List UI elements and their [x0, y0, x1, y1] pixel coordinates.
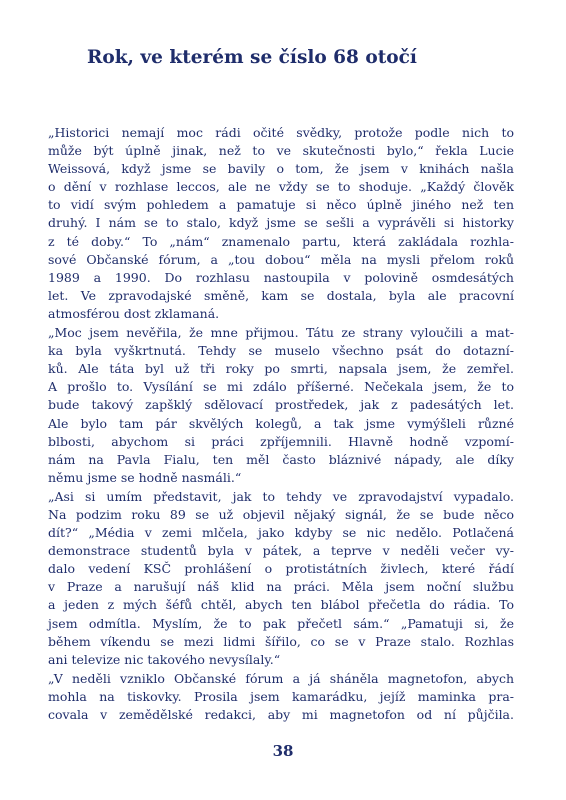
text-line: ka byla vyškrtnutá. Tehdy se muselo všechno psát do dotazní- — [48, 343, 514, 359]
chapter-body — [48, 124, 514, 725]
paragraph — [48, 124, 514, 323]
text-line: 1989 a 1990. Do rozhlasu nastoupila v polovině osmdesátých — [48, 269, 514, 285]
text-line: nám na Pavla Fialu, ten měl často bláznivé nápady, ale díky — [48, 451, 514, 467]
text-line: „Asi si umím představit, jak to tehdy ve zpravodajství vypadalo. — [48, 488, 514, 504]
text-line: „Historici nemají moc rádi očité svědky, protože podle nich to — [48, 125, 514, 140]
text-line: o dění v rozhlase leccos, ale ne vždy se to shoduje. „Každý člověk — [48, 179, 514, 195]
text-line: němu jsme se hodně nasmáli.“ — [48, 469, 242, 485]
paragraph — [48, 488, 514, 669]
text-line: to vidí svým pohledem a pamatuje si něco úplně jiného než ten — [48, 197, 514, 213]
text-line: Weissová, když jsme se bavily o tom, že jsem v knihách našla — [48, 161, 514, 177]
page-number: 38 — [272, 742, 294, 760]
text-line: jsem odmítla. Myslím, že to pak přečetl sám.“ „Pamatuji si, že — [48, 615, 514, 631]
text-line: sové Občanské fórum, a „tou dobou“ měla na mysli přelom roků — [48, 251, 514, 267]
chapter-title: Rok, ve kterém se číslo 68 otočí — [87, 47, 417, 68]
text-line: druhý. I nám se to stalo, když jsme se sešli a vyprávěli si historky — [48, 215, 514, 231]
text-line: covala v zemědělské redakci, aby mi magnetofon od ní půjčila. — [48, 707, 514, 722]
text-line: „Moc jsem nevěřila, že mne přijmou. Tátu ze strany vyloučili a mat- — [48, 325, 514, 341]
text-line: atmosférou dost zklamaná. — [48, 305, 220, 321]
text-line: let. Ve zpravodajské směně, kam se dostala, byla ale pracovní — [48, 287, 514, 303]
text-line: ků. Ale táta byl už tři roky po smrti, napsala jsem, že zemřel. — [48, 361, 514, 377]
paragraph — [48, 324, 514, 487]
text-line: může být úplně jinak, než to ve skutečnosti bylo,“ řekla Lucie — [48, 143, 514, 159]
text-line: během víkendu se mezi lidmi šířilo, co se v Praze stalo. Rozhlas — [48, 633, 514, 649]
text-line: mohla na tiskovky. Prosila jsem kamarádku, jejíž maminka pra- — [48, 688, 514, 704]
text-line: v Praze a narušují náš klid na práci. Měla jsem noční službu — [48, 579, 514, 595]
text-line: z té doby.“ To „nám“ znamenalo partu, která zakládala rozhla- — [48, 233, 514, 249]
text-line: dalo vedení KSČ prohlášení o protistátních živlech, které řádí — [48, 561, 514, 577]
text-line: demonstrace studentů byla v pátek, a teprve v neděli večer vy- — [48, 543, 514, 559]
text-line: „V neděli vzniklo Občanské fórum a já sháněla magnetofon, abych — [48, 670, 514, 686]
text-line: Na podzim roku 89 se už objevil nějaký signál, že se bude něco — [48, 506, 514, 522]
paragraph — [48, 670, 514, 724]
text-line: Ale bylo tam pár skvělých kolegů, a tak jsme vymýšleli různé — [48, 415, 514, 431]
text-line: a jeden z mých šéfů chtěl, abych ten blábol přečetla do rádia. To — [48, 597, 514, 613]
text-line: ani televize nic takového nevysílaly.“ — [48, 651, 281, 667]
text-line: blbosti, abychom si práci zpříjemnili. Hlavně hodně vzpomí- — [48, 433, 514, 449]
text-line: bude takový zapšklý sdělovací prostředek, jak z padesátých let. — [48, 397, 514, 413]
text-line: A prošlo to. Vysílání se mi zdálo příšerné. Nečekala jsem, že to — [48, 379, 514, 395]
text-line: dít?“ „Média v zemi mlčela, jako kdyby se nic nedělo. Potlačená — [48, 525, 514, 541]
